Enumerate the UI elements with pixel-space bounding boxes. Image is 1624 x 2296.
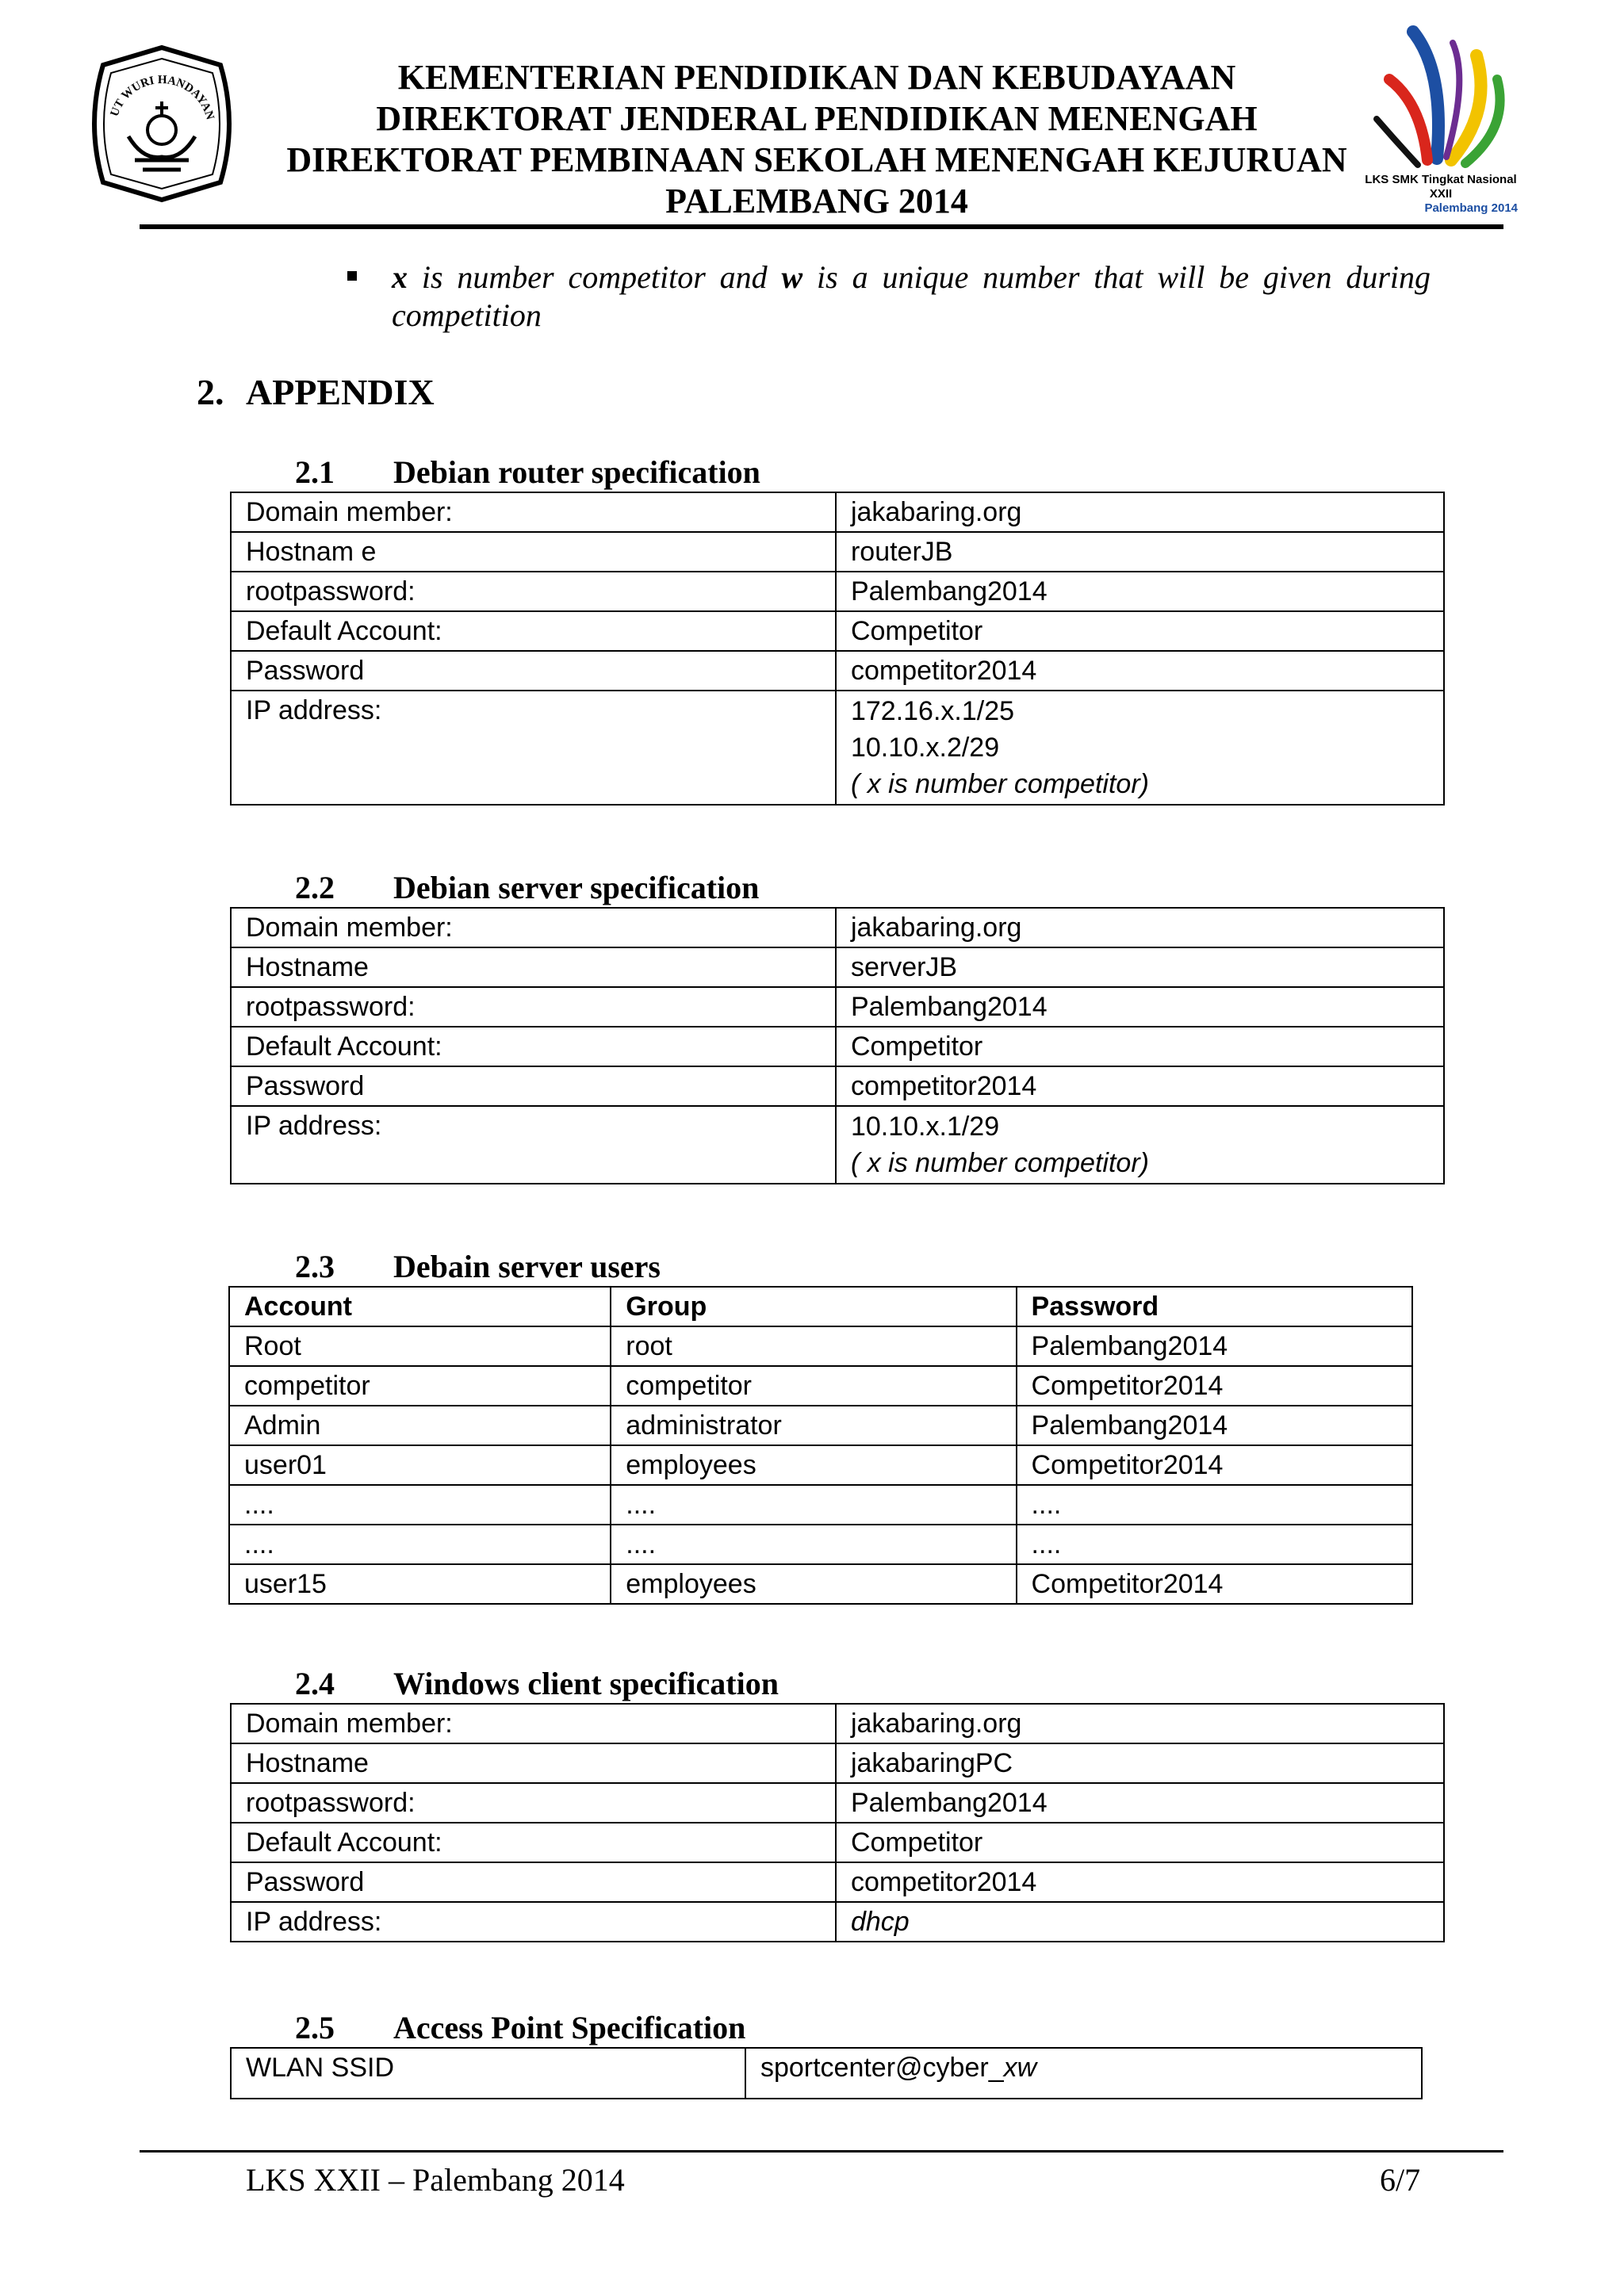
table-row: Domain member: jakabaring.org bbox=[231, 492, 1444, 532]
table-row: Password competitor2014 bbox=[231, 1066, 1444, 1106]
access-point-table bbox=[230, 2047, 1423, 2099]
table-row: rootpassword: Palembang2014 bbox=[231, 1783, 1444, 1823]
router-heading: 2.1 Debian router specification bbox=[295, 454, 760, 490]
table-row: Password competitor2014 bbox=[231, 651, 1444, 691]
server-heading: 2.2 Debian server specification bbox=[295, 870, 760, 905]
section-title: APPENDIX bbox=[246, 372, 435, 412]
table-row: IP address: dhcp bbox=[231, 1902, 1444, 1942]
table-row: .... .... .... bbox=[229, 1525, 1412, 1564]
letterhead-line-2: DIREKTORAT JENDERAL PENDIDIKAN MENENGAH bbox=[376, 99, 1258, 138]
lks-logo-caption bbox=[1358, 173, 1524, 216]
section-number: 2. bbox=[197, 372, 224, 412]
client-spec-table bbox=[230, 1703, 1445, 1942]
table-row: Password competitor2014 bbox=[231, 1862, 1444, 1902]
table-row: Admin administrator Palembang2014 bbox=[229, 1406, 1412, 1445]
table-row: user01 employees Competitor2014 bbox=[229, 1445, 1412, 1485]
table-row: Domain member: jakabaring.org bbox=[231, 1704, 1444, 1743]
footer-event: LKS XXII – Palembang 2014 bbox=[246, 2162, 625, 2198]
table-row: IP address: 172.16.x.1/25 10.10.x.2/29 ( x is number competitor) bbox=[231, 691, 1444, 805]
table-row: Default Account: Competitor bbox=[231, 611, 1444, 651]
client-heading: 2.4 Windows client specification bbox=[295, 1666, 779, 1701]
table-row: IP address: 10.10.x.1/29 ( x is number competitor) bbox=[231, 1106, 1444, 1184]
tut-wuri-handayani-seal bbox=[79, 41, 244, 206]
letterhead-line-3: DIREKTORAT PEMBINAAN SEKOLAH MENENGAH KEJURUAN bbox=[286, 140, 1347, 179]
table-row: Root root Palembang2014 bbox=[229, 1326, 1412, 1366]
server-ip-note: ( x is number competitor) bbox=[850, 1148, 1149, 1178]
letterhead-line-4: PALEMBANG 2014 bbox=[665, 182, 968, 220]
table-row: WLAN SSID sportcenter@cyber_xw bbox=[231, 2048, 1422, 2099]
header-divider bbox=[140, 224, 1503, 229]
seal-motto: UT WURI HANDAYAN bbox=[108, 74, 216, 121]
ssid-variable: xw bbox=[1003, 2053, 1037, 2083]
table-row: competitor competitor Competitor2014 bbox=[229, 1366, 1412, 1406]
footer-divider bbox=[140, 2150, 1503, 2152]
bullet-text-part-1: is number competitor and bbox=[408, 259, 782, 295]
table-row: Default Account: Competitor bbox=[231, 1027, 1444, 1066]
var-x: x bbox=[392, 259, 408, 295]
bullet-text-part-2: is a unique number that will be given during competition bbox=[392, 259, 1431, 333]
bullet-note bbox=[392, 258, 1431, 335]
lks-logo-title: LKS SMK Tingkat Nasional XXII bbox=[1365, 173, 1517, 201]
section-heading bbox=[197, 371, 435, 413]
users-heading: 2.3 Debain server users bbox=[295, 1249, 661, 1284]
server-ip-1: 10.10.x.1/29 bbox=[850, 1112, 1000, 1142]
table-header-row: Account Group Password bbox=[229, 1287, 1412, 1326]
server-spec-table bbox=[230, 907, 1445, 1184]
table-row: Domain member: jakabaring.org bbox=[231, 908, 1444, 947]
table-row: .... .... .... bbox=[229, 1485, 1412, 1525]
table-row: rootpassword: Palembang2014 bbox=[231, 572, 1444, 611]
table-row: Hostnam e routerJB bbox=[231, 532, 1444, 572]
table-row: Hostname serverJB bbox=[231, 947, 1444, 987]
table-row: Hostname jakabaringPC bbox=[231, 1743, 1444, 1783]
router-ip-note: ( x is number competitor) bbox=[850, 769, 1149, 799]
table-row: Default Account: Competitor bbox=[231, 1823, 1444, 1862]
router-spec-table bbox=[230, 492, 1445, 806]
ssid-prefix: sportcenter@cyber_ bbox=[760, 2053, 1004, 2083]
server-users-table bbox=[228, 1286, 1413, 1605]
bullet-square-icon bbox=[347, 271, 357, 281]
router-ip-2: 10.10.x.2/29 bbox=[850, 733, 1000, 763]
lks-logo-city: Palembang 2014 bbox=[1424, 201, 1518, 215]
router-ip-1: 172.16.x.1/25 bbox=[850, 696, 1015, 726]
var-w: w bbox=[781, 259, 803, 295]
client-ip-value: dhcp bbox=[836, 1902, 1444, 1942]
letterhead-line-1: KEMENTERIAN PENDIDIKAN DAN KEBUDAYAAN bbox=[397, 58, 1236, 97]
page-number: 6/7 bbox=[1380, 2162, 1421, 2198]
ap-heading: 2.5 Access Point Specification bbox=[295, 2010, 746, 2045]
table-row: user15 employees Competitor2014 bbox=[229, 1564, 1412, 1604]
table-row: rootpassword: Palembang2014 bbox=[231, 987, 1444, 1027]
letterhead bbox=[262, 57, 1372, 222]
